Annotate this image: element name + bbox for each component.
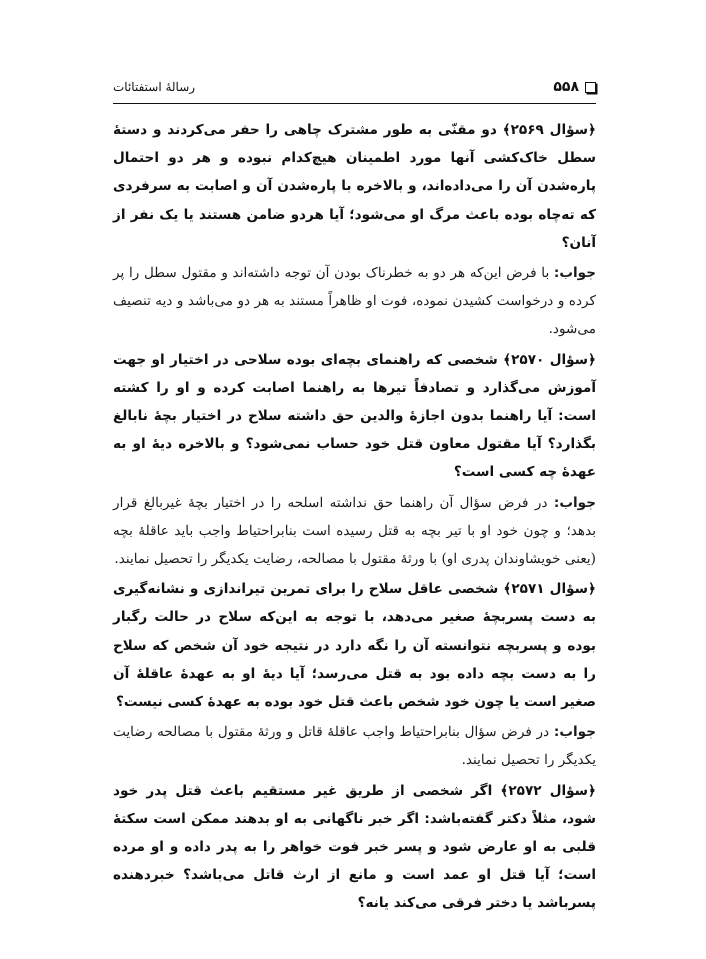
answer-paragraph — [113, 489, 596, 574]
answer-text: در فرض سؤال آن راهنما حق نداشته اسلحه را در اختیار بچهٔ غیربالغ قرار بدهد؛ و چون خود او با تیر بچه به قتل رسیده است بنابراحتیاط واجب باید عاقلهٔ بچه (یعنی خویشاوندان پدری او) با ورثهٔ مقتول با مصالحه، رضایت یکدیگر را تحصیل نمایند. — [113, 494, 596, 568]
question-text: اگر شخصی از طریق غیر مستقیم باعث قتل پدر خود شود، مثلاً دکتر گفته‌باشد: اگر خبر ناگهانی به او بدهند ممکن است سکتهٔ قلبی به او عارض شود و پسر خبر فوت خواهر را به پدر داده و او مرده است؛ آیا قتل او عمد است و مانع از ارث قاتل می‌باشد؟ خبردهنده پسرباشد یا دختر فرقی می‌کند یانه؟ — [113, 782, 596, 912]
running-title: رسالهٔ استفتائات — [113, 80, 196, 94]
answer-paragraph — [113, 259, 596, 344]
answer-label: جواب: — [553, 265, 596, 282]
question-text: دو مقنّی به طور مشترک چاهی را حفر می‌کردند و دستهٔ سطل خاک‌کشی آنها مورد اطمینان هیچ‌کدام نبوده و هر دو احتمال پاره‌شدن آن را می‌داده‌اند، و بالاخره با پاره‌شدن آن و اصابت به سرفردی که ته‌چاه بوده باعث مرگ او می‌شود؛ آیا هردو ضامن هستند یا یک نفر از آنان؟ — [113, 122, 596, 251]
question-label: ﴿سؤال ۲۵۷۰﴾ — [503, 351, 597, 368]
question-text: شخصی که راهنمای بچه‌ای بوده سلاحی در اختیار او جهت آموزش می‌گذارد و تصادفاً تیرها به راهنما اصابت کرده و او را کشته است: آیا راهنما بدون اجازهٔ والدین حق داشته سلاح در اختیار بچهٔ نابالغ بگذارد؟ آیا مقتول معاون قتل خود حساب نمی‌شود؟ و بالاخره دیهٔ او به عهدهٔ چه کسی است؟ — [113, 351, 596, 481]
answer-paragraph — [113, 718, 596, 774]
page-number — [553, 79, 596, 95]
question-paragraph — [113, 777, 596, 918]
answer-label: جواب: — [553, 494, 596, 511]
question-paragraph — [113, 116, 596, 257]
page-header — [113, 77, 596, 104]
square-bullet-icon — [585, 82, 596, 93]
document-body — [113, 116, 596, 920]
question-label: ﴿سؤال ۲۵۶۹﴾ — [502, 122, 596, 138]
answer-text: با فرض این‌که هر دو به خطرناک بودن آن توجه داشته‌اند و مقتول سطل را پر کرده و درخواست کشیدن نموده، فوت او ظاهراً مستند به هر دو می‌باشد و دیه تنصیف می‌شود. — [113, 265, 596, 338]
question-text: شخصی عاقل سلاح را برای تمرین تیراندازی و نشانه‌گیری به دست پسربچهٔ صغیر می‌دهد، با توجه به این‌که سلاح در حالت رگبار بوده و پسربچه نتوانسته آن را نگه دارد در نتیجه خود آن شخص که سلاح را به دست بچه داده بود به قتل می‌رسد؛ آیا دیهٔ او به عهدهٔ عاقلهٔ آن صغیر است یا چون خود شخص باعث قتل خود بوده به عهدهٔ کسی نیست؟ — [113, 581, 596, 711]
question-label: ﴿سؤال ۲۵۷۲﴾ — [500, 782, 597, 799]
page-number-text: ۵۵۸ — [553, 79, 579, 95]
answer-label: جواب: — [553, 724, 596, 741]
answer-text: در فرض سؤال بنابراحتیاط واجب عاقلهٔ قاتل و ورثهٔ مقتول با مصالحه رضایت یکدیگر را تحصیل نمایند. — [113, 724, 596, 769]
question-paragraph — [113, 346, 596, 487]
question-paragraph — [113, 575, 596, 716]
question-label: ﴿سؤال ۲۵۷۱﴾ — [503, 581, 596, 598]
